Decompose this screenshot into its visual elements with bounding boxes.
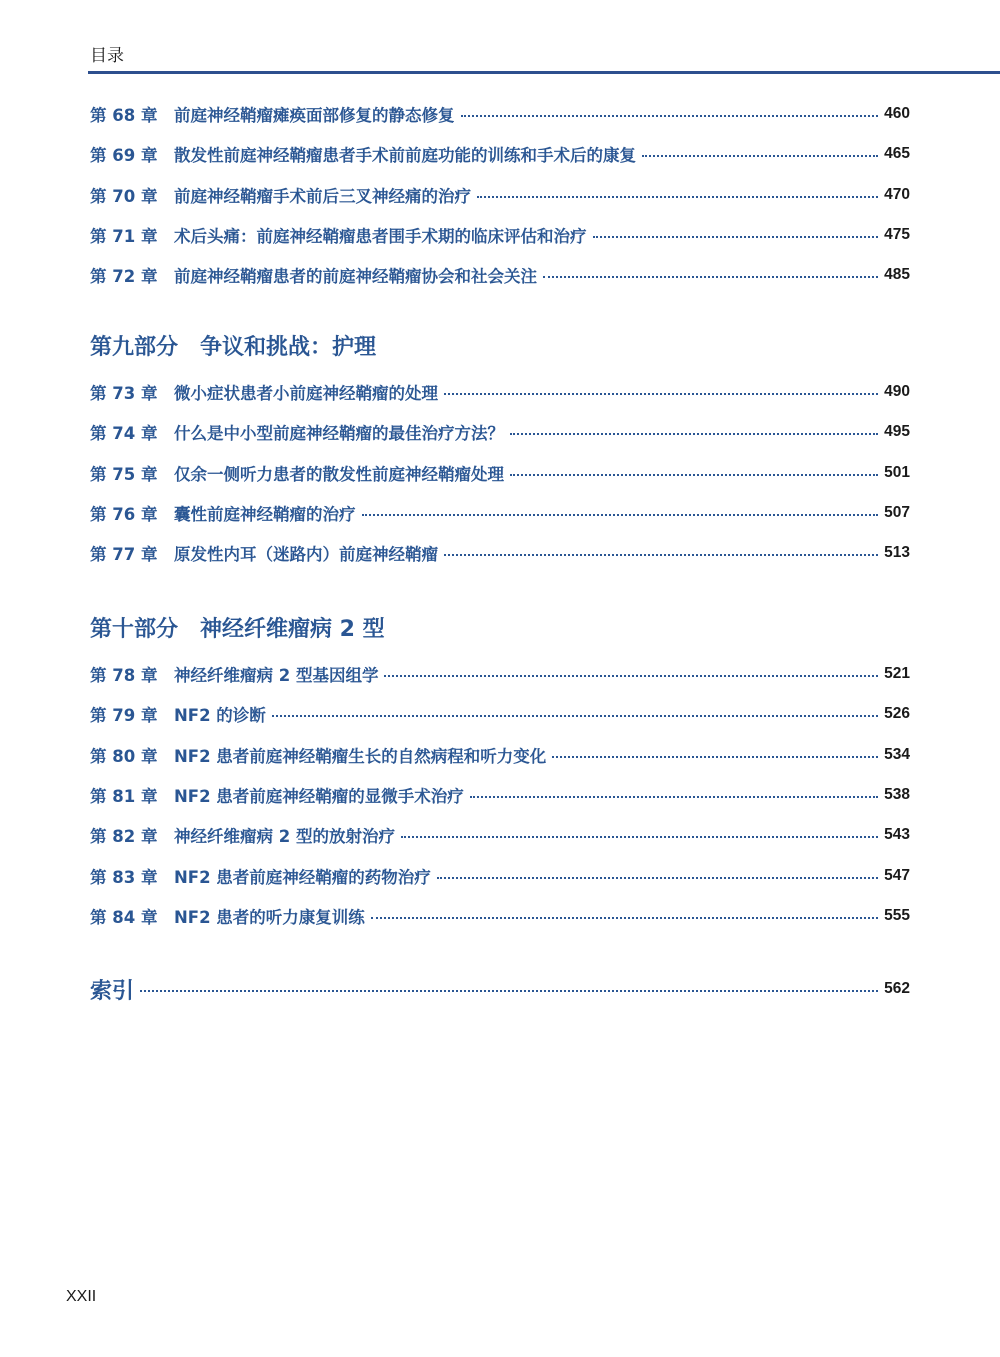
chapter-title: 术后头痛：前庭神经鞘瘤患者围手术期的临床评估和治疗	[174, 227, 587, 247]
toc-entry[interactable]	[90, 215, 910, 255]
page-number: 460	[884, 105, 910, 123]
page-number: 543	[884, 826, 910, 844]
chapter-number: 第 81 章	[90, 787, 158, 807]
dot-leader	[444, 554, 878, 556]
chapter-title: 神经纤维瘤病 2 型的放射治疗	[174, 827, 395, 847]
page-number: 562	[884, 980, 910, 997]
page-number: 521	[884, 665, 910, 683]
chapter-number: 第 78 章	[90, 666, 158, 686]
dot-leader	[444, 393, 878, 395]
chapter-title: 囊性前庭神经鞘瘤的治疗	[174, 505, 356, 525]
toc-entry[interactable]	[90, 412, 910, 452]
toc-entry[interactable]	[90, 453, 910, 493]
dot-leader	[510, 433, 878, 435]
dot-leader	[461, 115, 879, 117]
part-title: 争议和挑战：护理	[200, 335, 377, 360]
page-number: 534	[884, 745, 910, 763]
chapter-title: NF2 患者前庭神经鞘瘤的显微手术治疗	[174, 787, 464, 807]
chapter-number: 第 70 章	[90, 186, 158, 206]
dot-leader	[362, 514, 879, 516]
chapter-title: 原发性内耳（迷路内）前庭神经鞘瘤	[174, 545, 438, 565]
page-number: 513	[884, 544, 910, 562]
toc-entry[interactable]	[90, 493, 910, 533]
dot-leader	[384, 675, 878, 677]
toc-entry[interactable]	[90, 372, 910, 412]
chapter-number: 第 77 章	[90, 545, 158, 565]
chapter-title: 散发性前庭神经鞘瘤患者手术前前庭功能的训练和手术后的康复	[174, 146, 636, 166]
toc-entry[interactable]	[90, 855, 910, 895]
toc-entry[interactable]	[90, 134, 910, 174]
page-number: 470	[884, 185, 910, 203]
toc-section-part-10	[90, 612, 910, 936]
index-label: 索引	[90, 978, 135, 1004]
part-number: 第九部分	[90, 335, 179, 360]
page-number: 475	[884, 226, 910, 244]
chapter-number: 第 71 章	[90, 227, 158, 247]
chapter-title: 什么是中小型前庭神经鞘瘤的最佳治疗方法？	[174, 424, 504, 444]
page-number: 547	[884, 866, 910, 884]
chapter-title: NF2 患者前庭神经鞘瘤的药物治疗	[174, 867, 431, 887]
toc-entry[interactable]	[90, 255, 910, 295]
toc-entry[interactable]	[90, 775, 910, 815]
chapter-title: 仅余一侧听力患者的散发性前庭神经鞘瘤处理	[174, 464, 504, 484]
header-rule	[88, 71, 1000, 74]
page-number: 555	[884, 906, 910, 924]
page-folio: XXII	[66, 1288, 97, 1305]
chapter-title: 微小症状患者小前庭神经鞘瘤的处理	[174, 384, 438, 404]
page-number: 507	[884, 504, 910, 522]
dot-leader	[371, 917, 878, 919]
dot-leader	[552, 756, 878, 758]
toc-entry[interactable]	[90, 533, 910, 573]
dot-leader	[477, 196, 878, 198]
toc-entry[interactable]	[90, 815, 910, 855]
dot-leader	[510, 474, 878, 476]
page-number: 538	[884, 786, 910, 804]
chapter-title: 前庭神经鞘瘤瘫痪面部修复的静态修复	[174, 106, 455, 126]
toc-section-part-9	[90, 330, 910, 573]
running-header: 目录	[90, 46, 124, 66]
toc-entry[interactable]	[90, 735, 910, 775]
chapter-title: 前庭神经鞘瘤手术前后三叉神经痛的治疗	[174, 186, 471, 206]
part-heading	[90, 612, 910, 648]
dot-leader	[470, 796, 878, 798]
chapter-number: 第 84 章	[90, 907, 158, 927]
toc-entry[interactable]	[90, 896, 910, 936]
chapter-number: 第 82 章	[90, 827, 158, 847]
chapter-number: 第 69 章	[90, 146, 158, 166]
chapter-number: 第 74 章	[90, 424, 158, 444]
dot-leader	[272, 715, 878, 717]
dot-leader	[401, 836, 878, 838]
chapter-title: NF2 患者前庭神经鞘瘤生长的自然病程和听力变化	[174, 746, 547, 766]
chapter-title: 神经纤维瘤病 2 型基因组学	[174, 666, 379, 686]
dot-leader	[140, 990, 878, 992]
dot-leader	[642, 155, 878, 157]
dot-leader	[593, 236, 879, 238]
toc-entry[interactable]	[90, 175, 910, 215]
page-number: 465	[884, 145, 910, 163]
part-number: 第十部分	[90, 617, 179, 642]
dot-leader	[543, 276, 878, 278]
chapter-title: 前庭神经鞘瘤患者的前庭神经鞘瘤协会和社会关注	[174, 267, 537, 287]
chapter-number: 第 73 章	[90, 384, 158, 404]
page-number: 495	[884, 423, 910, 441]
chapter-title: NF2 的诊断	[174, 706, 266, 726]
toc-section-continued	[90, 94, 910, 295]
page-number: 485	[884, 266, 910, 284]
chapter-number: 第 79 章	[90, 706, 158, 726]
part-heading	[90, 330, 910, 366]
page-number: 526	[884, 705, 910, 723]
chapter-number: 第 75 章	[90, 464, 158, 484]
toc-entry[interactable]	[90, 94, 910, 134]
toc-entry-index[interactable]	[90, 972, 910, 1006]
dot-leader	[437, 877, 878, 879]
page-number: 490	[884, 383, 910, 401]
chapter-number: 第 80 章	[90, 746, 158, 766]
page-number: 501	[884, 463, 910, 481]
toc-entry[interactable]	[90, 654, 910, 694]
chapter-number: 第 72 章	[90, 267, 158, 287]
chapter-title: NF2 患者的听力康复训练	[174, 907, 365, 927]
toc-entry[interactable]	[90, 694, 910, 734]
part-title: 神经纤维瘤病 2 型	[200, 617, 385, 642]
chapter-number: 第 68 章	[90, 106, 158, 126]
chapter-number: 第 76 章	[90, 505, 158, 525]
chapter-number: 第 83 章	[90, 867, 158, 887]
